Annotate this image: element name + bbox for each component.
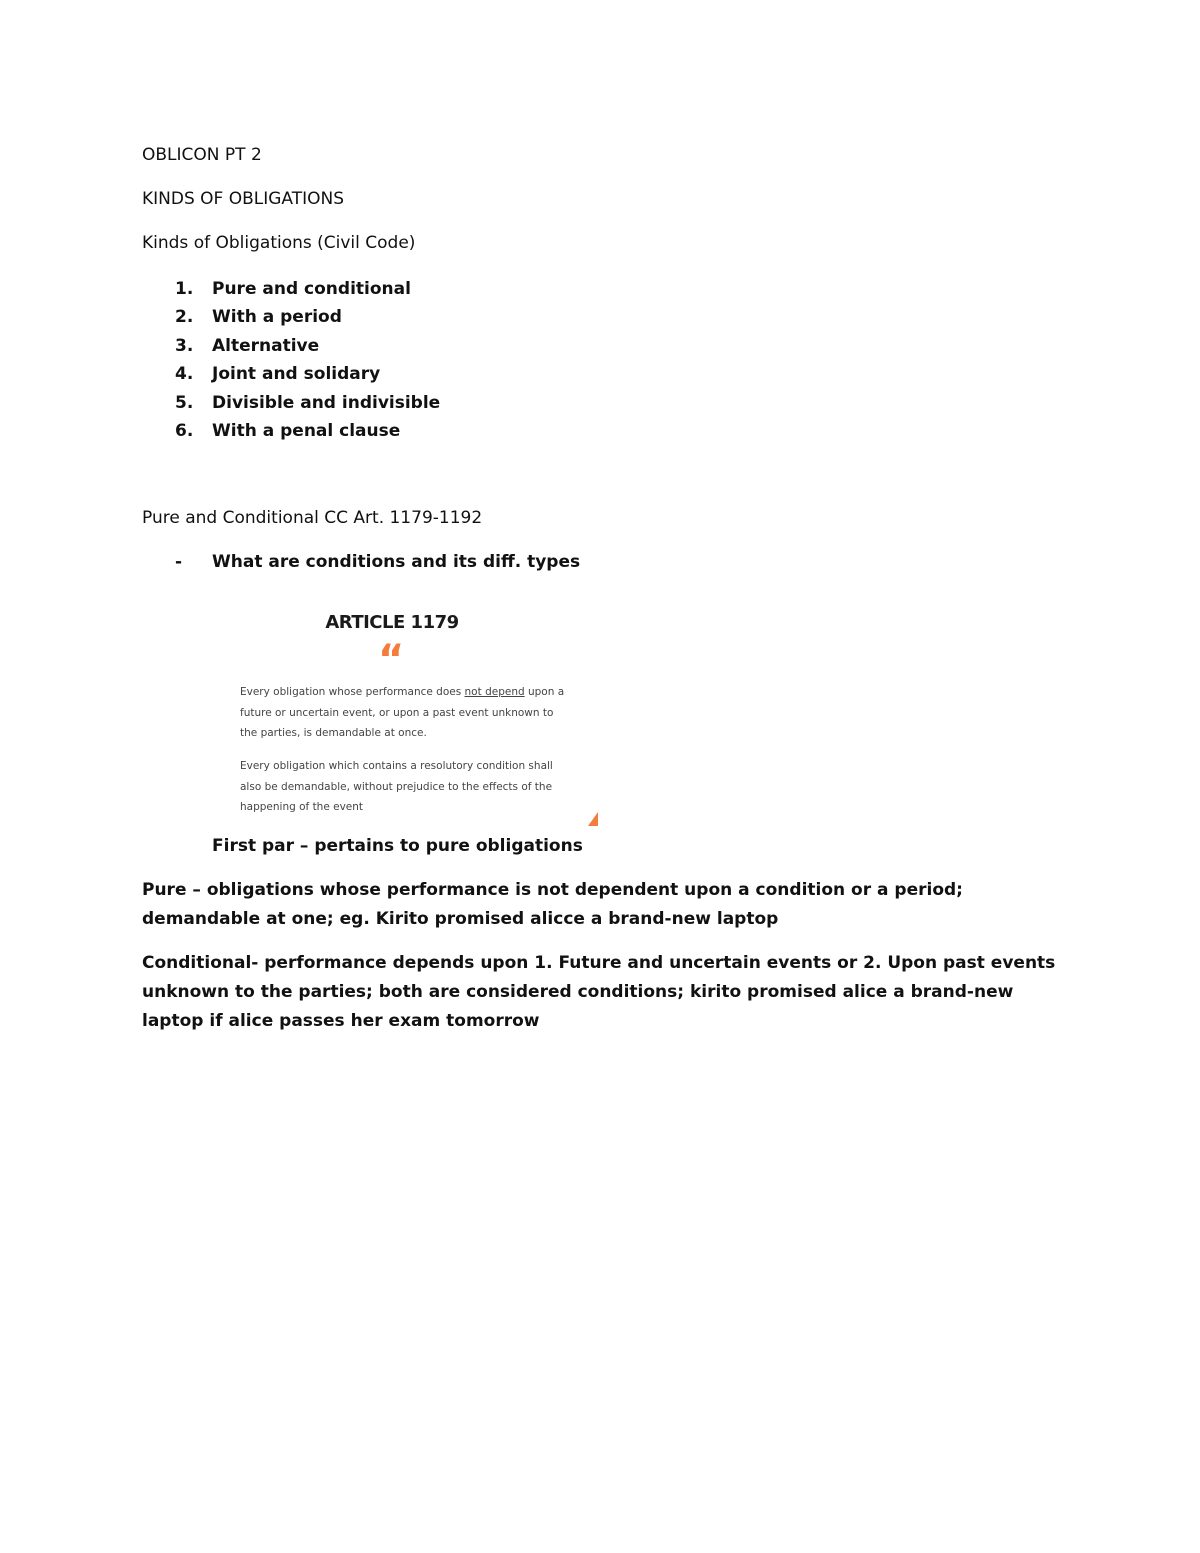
list-item-label: Divisible and indivisible bbox=[212, 392, 441, 413]
quote-icon: “ bbox=[378, 637, 405, 683]
list-item-number: 4. bbox=[175, 364, 194, 385]
document-title: OBLICON PT 2 bbox=[142, 145, 262, 165]
list-item bbox=[175, 420, 440, 448]
section-heading: Pure and Conditional CC Art. 1179-1192 bbox=[142, 508, 483, 528]
list-item-number: 5. bbox=[175, 392, 194, 413]
list-item bbox=[175, 335, 440, 363]
list-item bbox=[175, 392, 440, 420]
list-item-number: 2. bbox=[175, 307, 194, 328]
article-text: upon a future or uncertain event, or upon a past event unknown to the parties, is demandable at once. bbox=[240, 686, 565, 739]
corner-triangle-icon bbox=[588, 812, 598, 826]
section-bullet bbox=[175, 552, 580, 572]
first-par-note: First par – pertains to pure obligations bbox=[212, 836, 583, 856]
list-item-label: Pure and conditional bbox=[212, 279, 411, 299]
list-item-number: 1. bbox=[175, 279, 194, 299]
conditional-paragraph: Conditional- performance depends upon 1. Future and uncertain events or 2. Upon past events unknown to the parties; both are considered conditions; kirito promised alice a brand-new laptop if alice passes her exam tomorrow bbox=[142, 953, 1056, 1031]
article-paragraph-1 bbox=[240, 682, 570, 744]
list-item-label: With a period bbox=[212, 307, 342, 328]
article-text: Every obligation whose performance does bbox=[240, 686, 465, 698]
list-item-number: 3. bbox=[175, 335, 194, 356]
pure-paragraph: Pure – obligations whose performance is not dependent upon a condition or a period; demandable at one; eg. Kirito promised alicce a brand-new laptop bbox=[142, 880, 963, 929]
bullet-text: What are conditions and its diff. types bbox=[212, 552, 581, 572]
list-item-label: Alternative bbox=[212, 335, 320, 356]
document-subtitle: KINDS OF OBLIGATIONS bbox=[142, 189, 345, 209]
list-item bbox=[175, 363, 440, 391]
list-item-number: 6. bbox=[175, 420, 194, 441]
list-item bbox=[175, 278, 440, 306]
article-1179-image bbox=[232, 606, 602, 834]
list-item bbox=[175, 306, 440, 334]
article-underlined-text: not depend bbox=[464, 686, 525, 698]
list-heading: Kinds of Obligations (Civil Code) bbox=[142, 233, 416, 253]
article-paragraph-2: Every obligation which contains a resolutory condition shall also be demandable, without prejudice to the effects of the happening of the event bbox=[240, 760, 553, 813]
kinds-list bbox=[175, 278, 440, 448]
article-title: ARTICLE 1179 bbox=[325, 612, 459, 633]
list-item-label: Joint and solidary bbox=[212, 364, 381, 385]
list-item-label: With a penal clause bbox=[212, 420, 401, 441]
bullet-dash: - bbox=[175, 552, 183, 572]
